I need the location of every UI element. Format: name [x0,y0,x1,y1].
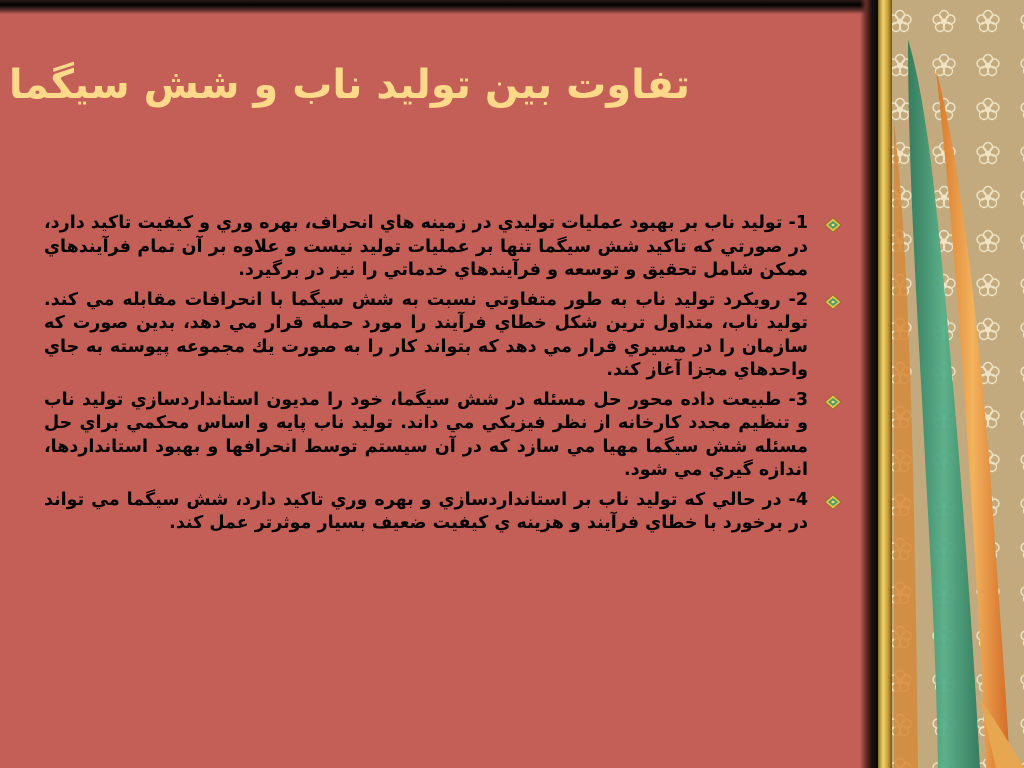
diamond-bullet-icon [824,217,842,233]
list-item-text: 4- در حالي كه توليد ناب بر استانداردسازي و بهره وري تاكيد دارد، شش سيگما مي تواند در برخورد با خطاي فرآيند و هزينه ي كيفيت ضعيف بسيار موثرتر عمل كند. [44,489,808,533]
top-border-shadow [0,0,880,14]
bullet-list [44,212,844,542]
diamond-bullet-icon [824,294,842,310]
list-item [44,389,844,483]
list-item-text: 3- طبيعت داده محور حل مسئله در شش سيگما، خود را مديون استانداردسازي توليد ناب و تنظيم مجدد كارخانه از نظر فيزيكي مي داند. توليد ناب پايه و اساس محكمي براي حل مسئله شش سيگما مهيا مي سازد كه در آن سيستم توسط انحرافها و بهبود استانداردها، اندازه گيري مي شود. [44,389,808,480]
floral-curtain-decoration [878,0,1024,768]
list-item [44,489,844,536]
diamond-bullet-icon [824,494,842,510]
diamond-bullet-icon [824,394,842,410]
list-item [44,212,844,283]
list-item-text: 1- توليد ناب بر بهبود عمليات توليدي در زمينه هاي انحراف، بهره وري و كيفيت تاكيد دارد، در صورتي كه تاكيد شش سيگما تنها بر عمليات توليد نيست و علاوه بر آن تمام فرآيندهاي ممكن شامل تحقيق و توسعه و فرآيندهاي خدماتي را نيز در برگيرد. [44,213,808,280]
list-item-text: 2- رويكرد توليد ناب به طور متفاوتي نسبت به شش سيگما با انحرافات مقابله مي كند. توليد ناب، متداول ترين شكل خطاي فرآيند را مورد حمله قرار مي دهد، بدين صورت كه سازمان را در مسيري قرار مي دهد كه بتواند كار را به صورت يك مجموعه پيوسته به جاي واحدهاي مجزا آغاز كند. [44,289,808,380]
slide-title: تفاوت بين توليد ناب و شش سيگما [8,62,690,108]
list-item [44,289,844,383]
